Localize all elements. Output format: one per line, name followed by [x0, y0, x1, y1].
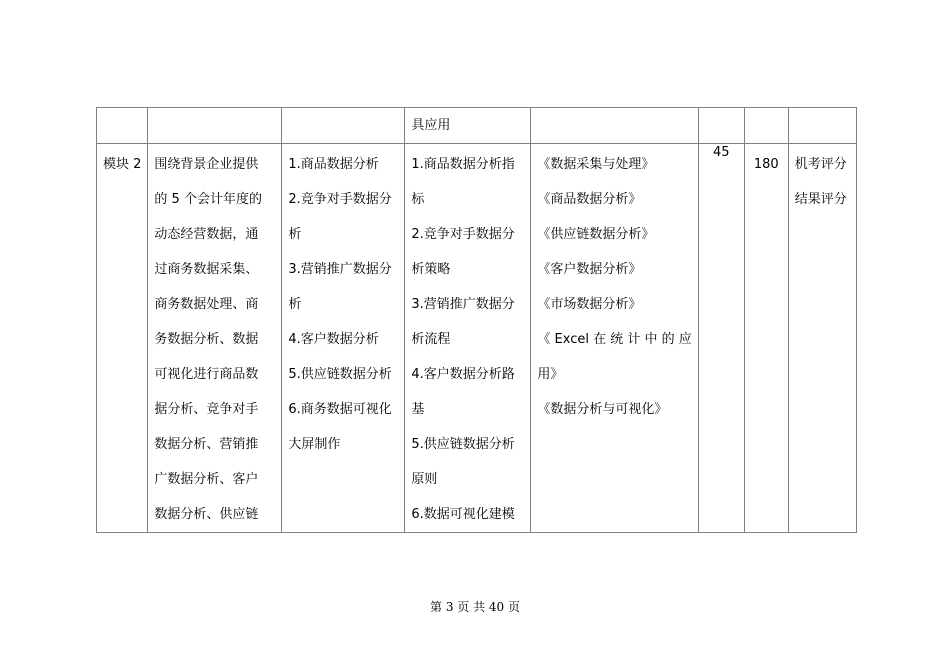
text-line: 结果评分 — [794, 192, 847, 207]
text-line: 《数据采集与处理》 — [537, 157, 655, 172]
text-line: 基 — [411, 402, 425, 417]
text-line: 析 — [288, 227, 302, 242]
text-line: 标 — [411, 192, 425, 207]
cell-assessment — [788, 144, 856, 533]
cell-empty — [788, 108, 856, 144]
text-line: 2.竞争对手数据分 — [288, 192, 392, 207]
cell-tasks — [282, 144, 405, 533]
text-line: 析流程 — [411, 332, 451, 347]
text-line: 4.客户数据分析路 — [411, 367, 515, 382]
cell-knowledge-continued: 具应用 — [405, 108, 531, 144]
text-line: 3.营销推广数据分 — [288, 262, 392, 277]
cell-empty — [97, 108, 148, 144]
text-line: 动态经营数据，通 — [154, 227, 259, 242]
text-line: 数据分析、供应链 — [154, 507, 259, 522]
text-line: 机考评分 — [794, 157, 847, 172]
cell-empty — [282, 108, 405, 144]
cell-empty — [744, 108, 788, 144]
text-line: 析策略 — [411, 262, 451, 277]
text-line: 《市场数据分析》 — [537, 297, 642, 312]
text-line: 《数据分析与可视化》 — [537, 402, 668, 417]
text-line: 务数据分析、数据 — [154, 332, 259, 347]
assessment-lines — [789, 144, 856, 217]
text-line: 过商务数据采集、 — [154, 262, 259, 277]
text-line: 《供应链数据分析》 — [537, 227, 655, 242]
cell-references — [531, 144, 698, 533]
cell-hours-a: 45 — [698, 144, 744, 533]
cell-description — [148, 144, 282, 533]
tasks-lines — [282, 144, 404, 462]
text-line: 《商品数据分析》 — [537, 192, 642, 207]
page-footer: 第 3 页 共 40 页 — [430, 600, 520, 614]
cell-hours-b: 180 — [744, 144, 788, 533]
text-line: 5.供应链数据分析 — [288, 367, 392, 382]
cell-empty — [531, 108, 698, 144]
text-line: 大屏制作 — [288, 437, 341, 452]
cell-empty — [148, 108, 282, 144]
text-line: 数据分析、营销推 — [154, 437, 259, 452]
text-line: 析 — [288, 297, 302, 312]
text-line: 1.商品数据分析 — [288, 157, 379, 172]
table-row-module-2 — [97, 144, 857, 533]
text-line: 《 Excel 在 统 计 中 的 应 — [537, 332, 692, 347]
references-lines — [531, 144, 697, 427]
text-line: 可视化进行商品数 — [154, 367, 259, 382]
text-line: 4.客户数据分析 — [288, 332, 379, 347]
text-line: 5.供应链数据分析 — [411, 437, 515, 452]
cell-module-name: 模块 2 — [97, 144, 148, 533]
text-line: 原则 — [411, 472, 438, 487]
text-line: 据分析、竞争对手 — [154, 402, 259, 417]
text-line: 广数据分析、客户 — [154, 472, 259, 487]
text-line: 的 5 个会计年度的 — [154, 192, 262, 207]
text-line: 《客户数据分析》 — [537, 262, 642, 277]
text-line: 2.竞争对手数据分 — [411, 227, 515, 242]
course-table — [96, 107, 857, 533]
text-line: 3.营销推广数据分 — [411, 297, 515, 312]
cell-empty — [698, 108, 744, 144]
text-line: 围绕背景企业提供 — [154, 157, 259, 172]
table-row-continued — [97, 108, 857, 144]
text-line: 6.商务数据可视化 — [288, 402, 392, 417]
text-line: 1.商品数据分析指 — [411, 157, 515, 172]
knowledge-lines — [405, 144, 530, 532]
text-line: 6.数据可视化建模 — [411, 507, 515, 522]
text-line: 商务数据处理、商 — [154, 297, 259, 312]
cell-knowledge — [405, 144, 531, 533]
text-line: 用》 — [537, 367, 564, 382]
description-lines — [148, 144, 281, 532]
